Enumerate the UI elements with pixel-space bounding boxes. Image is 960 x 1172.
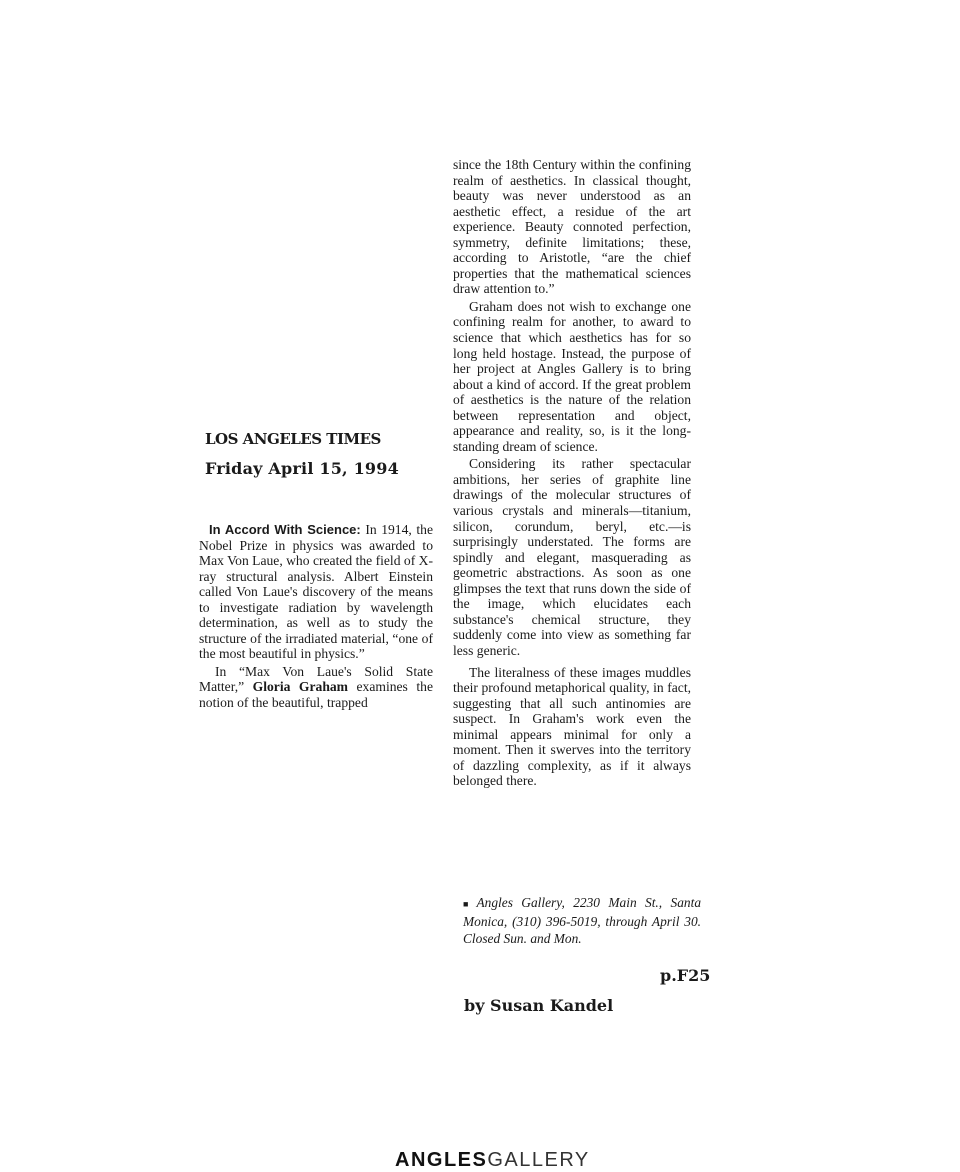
article-headline: In Accord With Science: (209, 522, 361, 537)
article-paragraph-2-continued: since the 18th Century within the confining realm of aesthetics. In classical thought, beauty was never understood as an aesthetic effect, a residue of the art experience. Beauty connoted perfection, symmetry, definite limitations; these, according to Aristotle, “are the chief properties that the mathematical sciences draw attention to.” (453, 157, 691, 297)
logo-word-angles: ANGLES (395, 1149, 488, 1171)
artist-name: Gloria Graham (252, 679, 348, 695)
exhibition-info-text: Angles Gallery, 2230 Main St., Santa Monica, (310) 396-5019, through April 30. Closed Sun. and Mon. (463, 895, 702, 946)
paragraph-1-text: In 1914, the Nobel Prize in physics was awarded to Max Von Laue, who created the field of X-ray structural analysis. Albert Einstein called Von Laue's discovery of the means to investigate radiation by wavelength determination, as well as to study the structure of the irradiated material, “one of the most beautiful in physics.” (199, 522, 433, 662)
publication-name: LOS ANGELES TIMES (205, 430, 381, 448)
article-column-left (199, 522, 433, 713)
article-paragraph-4: Considering its rather spectacular ambitions, her series of graphite line drawings of the molecular structures of various crystals and minerals—titanium, silicon, corundum, beryl, etc.—is surprisingly understated. The forms are spindly and elegant, masquerading as geometric abstractions. As soon as one glimpses the text that runs down the side of the image, which elucidates each substance's chemical structure, they suddenly come into view as something far less generic. (453, 456, 691, 658)
article-paragraph-1 (199, 522, 433, 662)
angles-gallery-logo (395, 1149, 590, 1172)
exhibition-info (463, 894, 701, 947)
article-column-right (453, 157, 691, 791)
paragraph-2-text: examines the notion of the beautiful, trapped (199, 679, 433, 711)
article-paragraph-5: The literalness of these images muddles their profound metaphorical quality, in fact, suggesting that all such antinomies are suspect. In Graham's work even the minimal appears minimal for only a moment. Then it swerves into the territory of dazzling complexity, as if it always belonged there. (453, 664, 691, 789)
article-paragraph-2 (199, 664, 433, 711)
byline: by Susan Kandel (464, 996, 614, 1015)
publication-date: Friday April 15, 1994 (205, 459, 399, 478)
article-paragraph-3: Graham does not wish to exchange one confining realm for another, to award to science that which aesthetics has for so long held hostage. Instead, the purpose of her project at Angles Gallery is to bring about a kind of accord. If the great problem of aesthetics is the nature of the relation between representation and object, appearance and reality, so, is it the long-standing dream of science. (453, 298, 691, 454)
logo-word-gallery: GALLERY (487, 1149, 590, 1171)
info-bullet: ■ (463, 899, 474, 909)
page-reference: p.F25 (660, 966, 711, 985)
paragraph-2-start: In “Max Von Laue's Solid State Matter,” (199, 663, 433, 695)
